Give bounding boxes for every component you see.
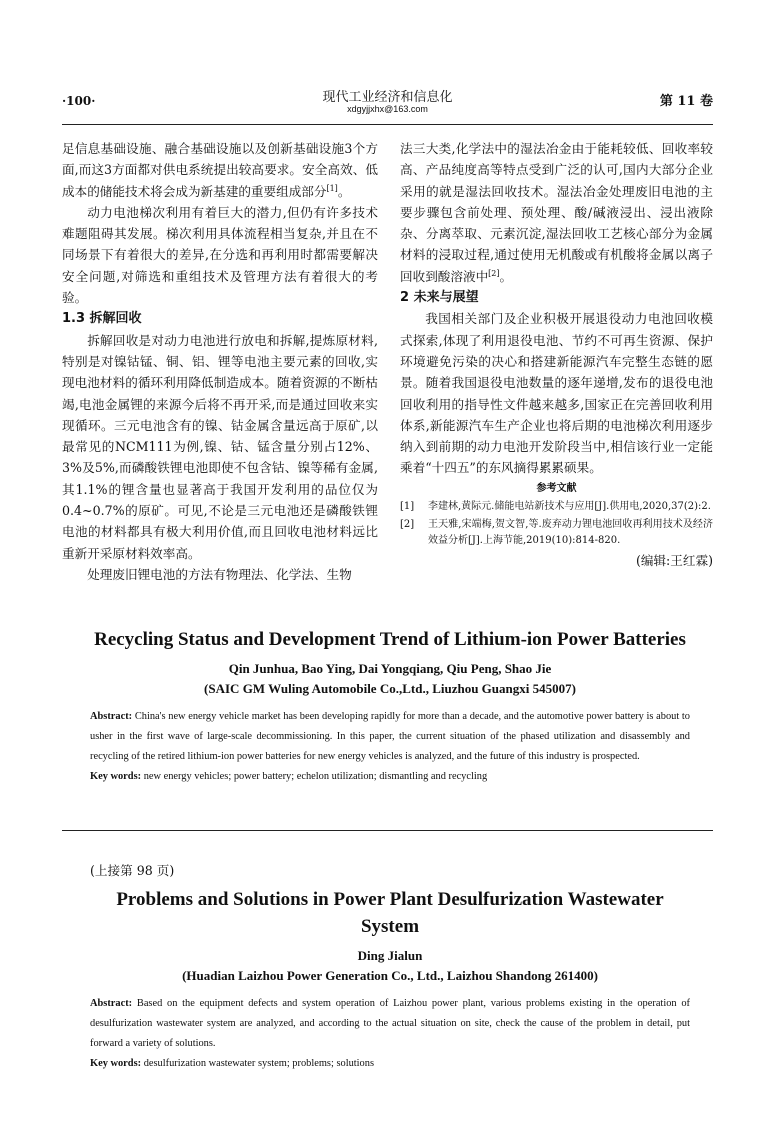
- right-column: [400, 138, 713, 571]
- left-paragraph-4: 处理废旧锂电池的方法有物理法、化学法、生物: [87, 566, 352, 582]
- english-affiliation-2: (Huadian Laizhou Power Generation Co., Ltd., Laizhou Shandong 261400): [182, 968, 598, 983]
- reference-item: [2] 王天雅,宋端梅,贺文智,等.废弃动力锂电池回收再利用技术及经济效益分析[J].上海节能,2019(10):814-820.: [400, 518, 713, 546]
- header-rule: [62, 124, 713, 125]
- left-paragraph-3: 拆解回收是对动力电池进行放电和拆解,提炼原材料,特别是对镍钴锰、铜、铝、锂等电池主要元素的回收,实现电池材料的循环利用降低制造成本。随着资源的不断枯竭,电池金属锂的来源今后将不再开采,而是通过回收来实现循环。三元电池含有的镍、钴金属含量远高于原矿,以最常见的NCM111为例,镍、钴、锰含量分别占12%、3%及5%,而磷酸铁锂电池即使不包含钴、镍等稀有金属,其1.1%的锂含量也显著高于我国开发利用的品位仅为0.4~0.7%的原矿。可见,不论是三元电池还是磷酸铁锂电池的材料都具有极大利用价值,而且回收电池材料远比重新开采原材料效率高。: [62, 332, 378, 561]
- page-header: [62, 84, 713, 122]
- english-abstract-text-1: Abstract: China's new energy vehicle market has been developing rapidly for more than a decade, and the automotive power battery is about to usher in the first wave of large-scale decommissioning. In this paper, the current situation of the phased utilization and disassembly and recycling of the retired lithium-ion power batteries for new energy vehicles is analyzed, and the future of this industry is prospected.: [90, 711, 690, 762]
- journal-title: 现代工业经济和信息化: [322, 90, 453, 105]
- english-title-2: Problems and Solutions in Power Plant Desulfurization Wastewater System: [116, 889, 664, 937]
- citation-2[interactable]: [2]: [488, 268, 500, 278]
- section-heading-2: 2 未来与展望: [400, 290, 479, 306]
- citation-1[interactable]: [1]: [326, 183, 338, 193]
- english-affiliation-1: (SAIC GM Wuling Automobile Co.,Ltd., Liuzhou Guangxi 545007): [204, 681, 576, 696]
- english-abstract-text-2: Abstract: Based on the equipment defects and system operation of Laizhou power plant, various problems existing in the operation of desulfurization wastewater system are analyzed, and according to the actual situation on site, check the cause of the problem in detail, put forward a variety of solutions.: [90, 998, 690, 1049]
- section-divider: [62, 830, 713, 831]
- editor-note: (编辑:王红霖): [635, 552, 713, 568]
- right-paragraph-2: 我国相关部门及企业积极开展退役动力电池回收模式探索,体现了利用退役电池、节约不可再生资源、保护环境避免污染的决心和搭建新能源汽车完整生态链的愿景。随着我国退役电池数量的逐年递增,发布的退役电池回收利用的指导性文件越来越多,国家正在完善回收利用体系,新能源汽车生产企业也将后期的电池梯次利用逐步纳入到前期的动力电池开发阶段当中,相信该行业一定能乘着“十四五”的东风摘得累累硕果。: [400, 311, 713, 476]
- page-number: ·100·: [62, 94, 96, 108]
- section-heading-1-3: 1.3 拆解回收: [62, 311, 142, 327]
- volume-label: 第 11 卷: [659, 94, 713, 109]
- english-abstract-2: [90, 886, 690, 1074]
- reference-item: [1] 李建林,黄际元.储能电站新技术与应用[J].供用电,2020,37(2):2.: [400, 500, 711, 512]
- english-authors-1: Qin Junhua, Bao Ying, Dai Yongqiang, Qiu Peng, Shao Jie: [228, 661, 552, 676]
- left-paragraph-2: 动力电池梯次利用有着巨大的潜力,但仍有许多技术难题阻碍其发展。梯次利用具体流程相当复杂,并且在不同场景下有着很大的差异,在分选和再利用时都需要解决安全问题,对筛选和重组技术及管理方法有着很大的考验。: [62, 204, 378, 306]
- english-keywords-2: Key words: desulfurization wastewater system; problems; solutions: [90, 1058, 374, 1069]
- left-column: [62, 138, 378, 585]
- english-title-1: Recycling Status and Development Trend of Lithium-ion Power Batteries: [94, 629, 686, 650]
- references-title: 参考文献: [536, 482, 577, 494]
- english-authors-2: Ding Jialun: [357, 948, 423, 963]
- left-paragraph-1: 足信息基础设施、融合基础设施以及创新基础设施3个方面,而这3方面都对供电系统提出较高要求。安全高效、低成本的储能技术将会成为新基建的重要组成部分[1]。: [62, 141, 378, 199]
- english-abstract-1: [90, 626, 690, 787]
- journal-email: xdgyjjxhx@163.com: [347, 104, 428, 114]
- english-keywords-1: Key words: new energy vehicles; power battery; echelon utilization; dismantling and recycling: [90, 771, 488, 782]
- continued-from-note: (上接第 98 页): [90, 863, 175, 878]
- right-paragraph-1: 法三大类,化学法中的湿法冶金由于能耗较低、回收率较高、产品纯度高等特点受到广泛的认可,国内大部分企业采用的就是湿法回收技术。湿法冶金处理废旧电池的主要步骤包含前处理、预处理、酸/碱液浸出、浸出液除杂、分离萃取、元素沉淀,湿法回收工艺核心部分为金属材料的浸取过程,通过使用无机酸或有机酸将金属以离子回收到酸溶液中[2]。: [400, 141, 713, 284]
